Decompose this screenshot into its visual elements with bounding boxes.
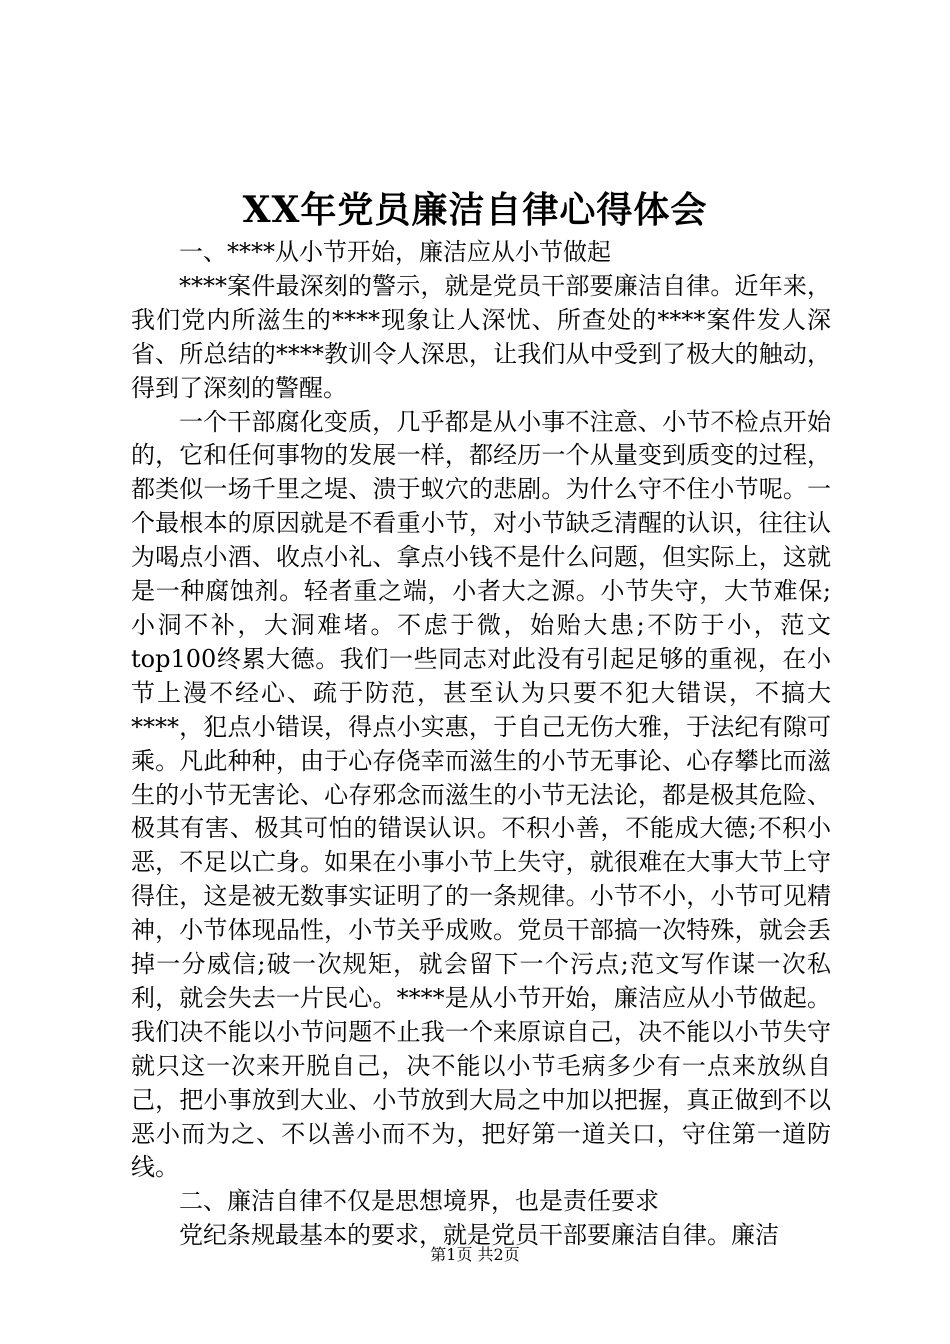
document-title: XX年党员廉洁自律心得体会 — [242, 189, 708, 231]
paragraph-1: ****案件最深刻的警示，就是党员干部要廉洁自律。近年来，我们党内所滋生的****现象让人深忧、所查处的****案件发人深省、所总结的****教训令人深思，让我们从中受到了极大的触动，得到了深刻的警醒。 — [131, 271, 831, 402]
paragraph-2: 一个干部腐化变质，几乎都是从小事不注意、小节不检点开始的，它和任何事物的发展一样，都经历一个从量变到质变的过程，都类似一场千里之堤、溃于蚁穴的悲剧。为什么守不住小节呢。一个最根本的原因就是不看重小节，对小节缺乏清醒的认识，往往认为喝点小酒、收点小礼、拿点小钱不是什么问题，但实际上，这就是一种腐蚀剂。轻者重之端，小者大之源。小节失守，大节难保;小洞不补，大洞难堵。不虑于微，始贻大患;不防于小，范文top100终累大德。我们一些同志对此没有引起足够的重视，在小节上漫不经心、疏于防范，甚至认为只要不犯大错误，不搞大****，犯点小错误，得点小实惠，于自己无伤大雅，于法纪有隙可乘。凡此种种，由于心存侥幸而滋生的小节无事论、心存攀比而滋生的小节无害论、心存邪念而滋生的小节无法论，都是极其危险、极其有害、极其可怕的错误认识。不积小善，不能成大德;不积小恶，不足以亡身。如果在小事小节上失守，就很难在大事大节上守得住，这是被无数事实证明了的一条规律。小节不小，小节可见精神，小节体现品性，小节关乎成败。党员干部搞一次特殊，就会丢掉一分威信;破一次规矩，就会留下一个污点;范文写作谋一次私利，就会失去一片民心。****是从小节开始，廉洁应从小节做起。我们决不能以小节问题不止我一个来原谅自己，决不能以小节失守就只这一次来开脱自己，决不能以小节毛病多少有一点来放纵自己，把小事放到大业、小节放到大局之中加以把握，真正做到不以恶小而为之、不以善小而不为，把好第一道关口，守住第一道防线。 — [131, 407, 831, 1182]
paragraph-3: 党纪条规最基本的要求，就是党员干部要廉洁自律。廉洁 — [179, 1221, 779, 1250]
document-body — [131, 236, 831, 1253]
section-heading-1: 一、****从小节开始，廉洁应从小节做起 — [179, 238, 611, 266]
section-heading-2: 二、廉洁自律不仅是思想境界，也是责任要求 — [179, 1187, 659, 1216]
page-footer: 第1页 共2页 — [430, 1245, 520, 1264]
